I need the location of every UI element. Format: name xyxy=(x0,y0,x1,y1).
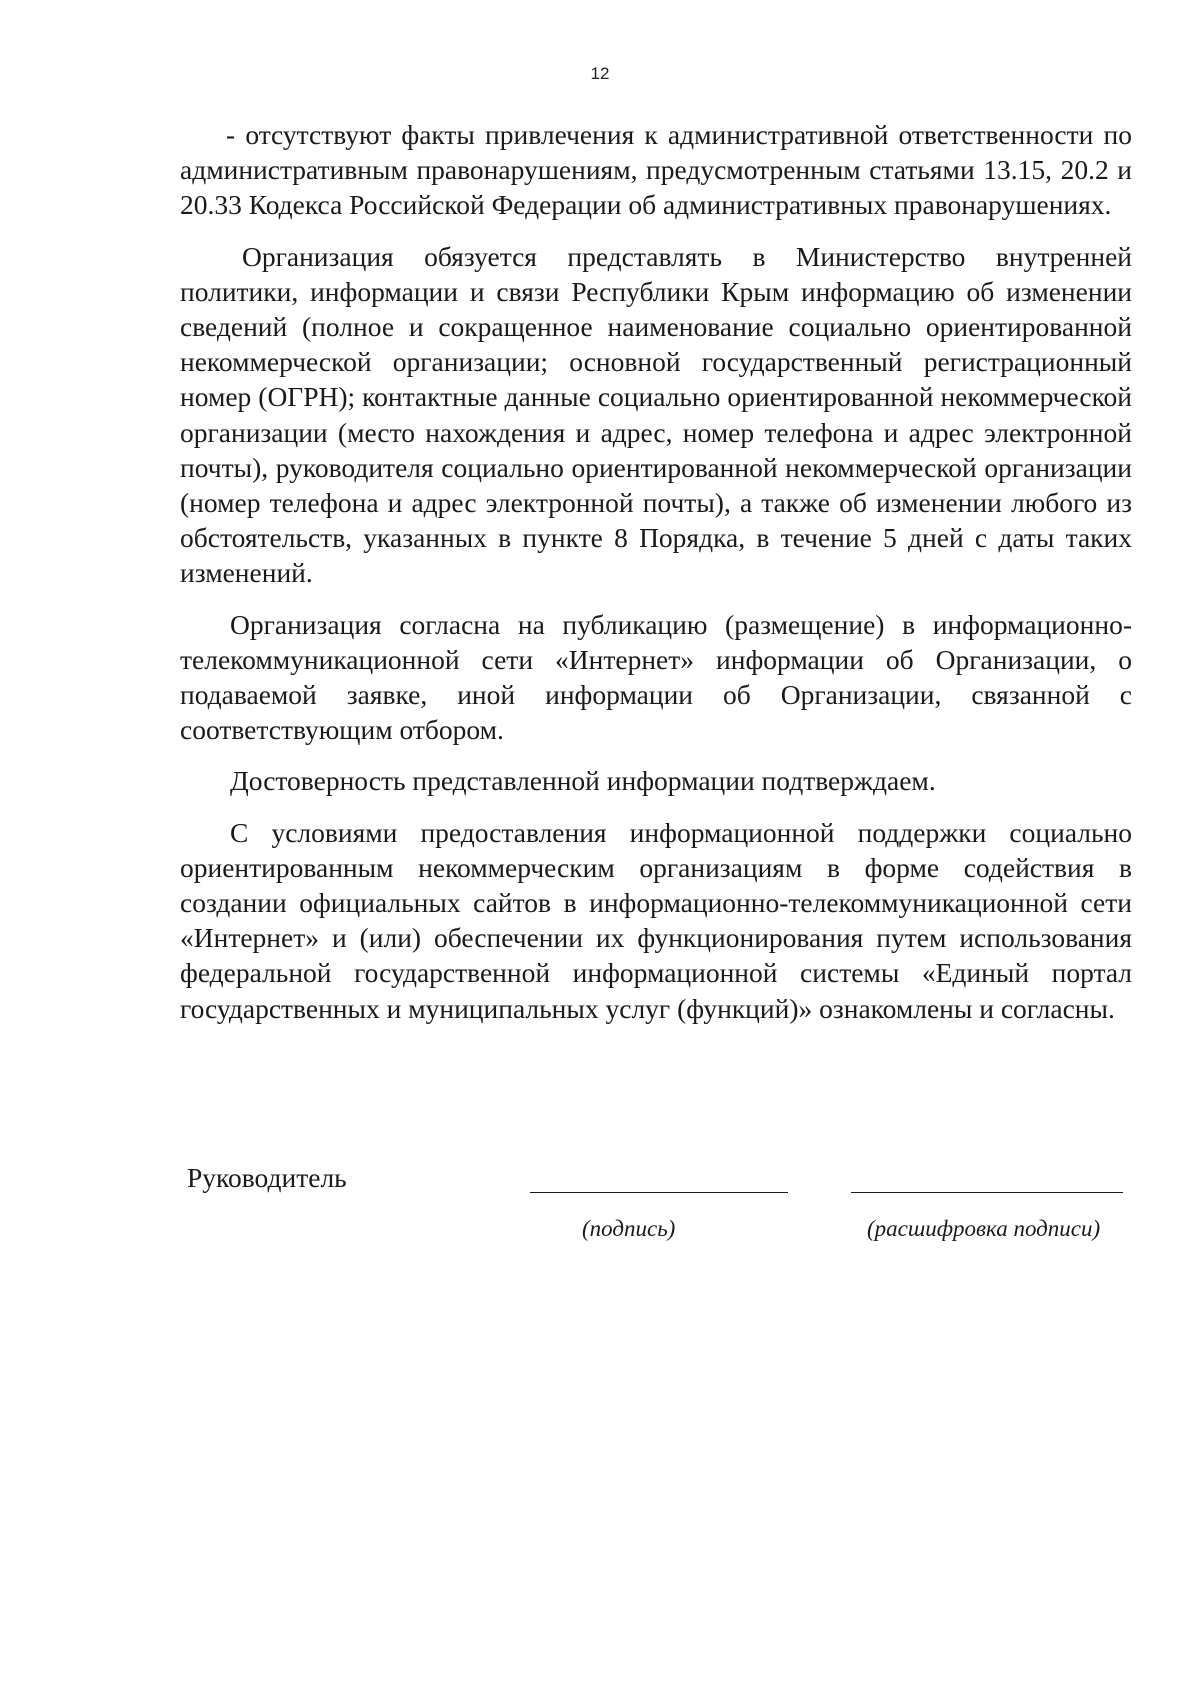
paragraph-publication-consent: Организация согласна на публикацию (размещение) в информационно-телекоммуникационной сети «Интернет» информации об Организации, о подаваемой заявке, иной информации об Организации, связанной с соответствующим отбором. xyxy=(180,608,1132,746)
signature-line xyxy=(530,1192,788,1193)
signature-decoding-caption: (расшифровка подписи) xyxy=(867,1216,1101,1241)
page-number: 12 xyxy=(590,64,610,83)
paragraph-information-accuracy: Достоверность представленной информации подтверждаем. xyxy=(230,765,936,797)
signature-role: Руководитель xyxy=(187,1162,347,1193)
paragraph-no-violations: - отсутствуют факты привлечения к административной ответственности по административным правонарушениям, предусмотренным статьями 13.15, 20.2 и 20.33 Кодекса Российской Федерации об административных правонарушениях. xyxy=(180,119,1132,221)
document-body xyxy=(180,117,1132,1026)
paragraph-terms-agreement: С условиями предоставления информационной поддержки социально ориентированным некоммерческим организациям в форме содействия в создании официальных сайтов в информационно-телекоммуникационной сети «Интернет» и (или) обеспечении их функционирования путем использования федеральной государственной информационной системы «Единый портал государственных и муниципальных услуг (функций)» ознакомлены и согласны. xyxy=(180,816,1132,1024)
signature-caption: (подпись) xyxy=(582,1216,676,1241)
paragraph-notification-obligation: Организация обязуется представлять в Министерство внутренней политики, информации и связи Республики Крым информацию об изменении сведений (полное и сокращенное наименование социально ориентированной некоммерческой организации; основной государственный регистрационный номер (ОГРН); контактные данные социально ориентированной некоммерческой организации (место нахождения и адрес, номер телефона и адрес электронной почты), руководителя социально ориентированной некоммерческой организации (номер телефона и адрес электронной почты), а также об изменении любого из обстоятельств, указанных в пункте 8 Порядка, в течение 5 дней с даты таких изменений. xyxy=(180,240,1132,589)
signature-decoding-line xyxy=(851,1192,1123,1193)
